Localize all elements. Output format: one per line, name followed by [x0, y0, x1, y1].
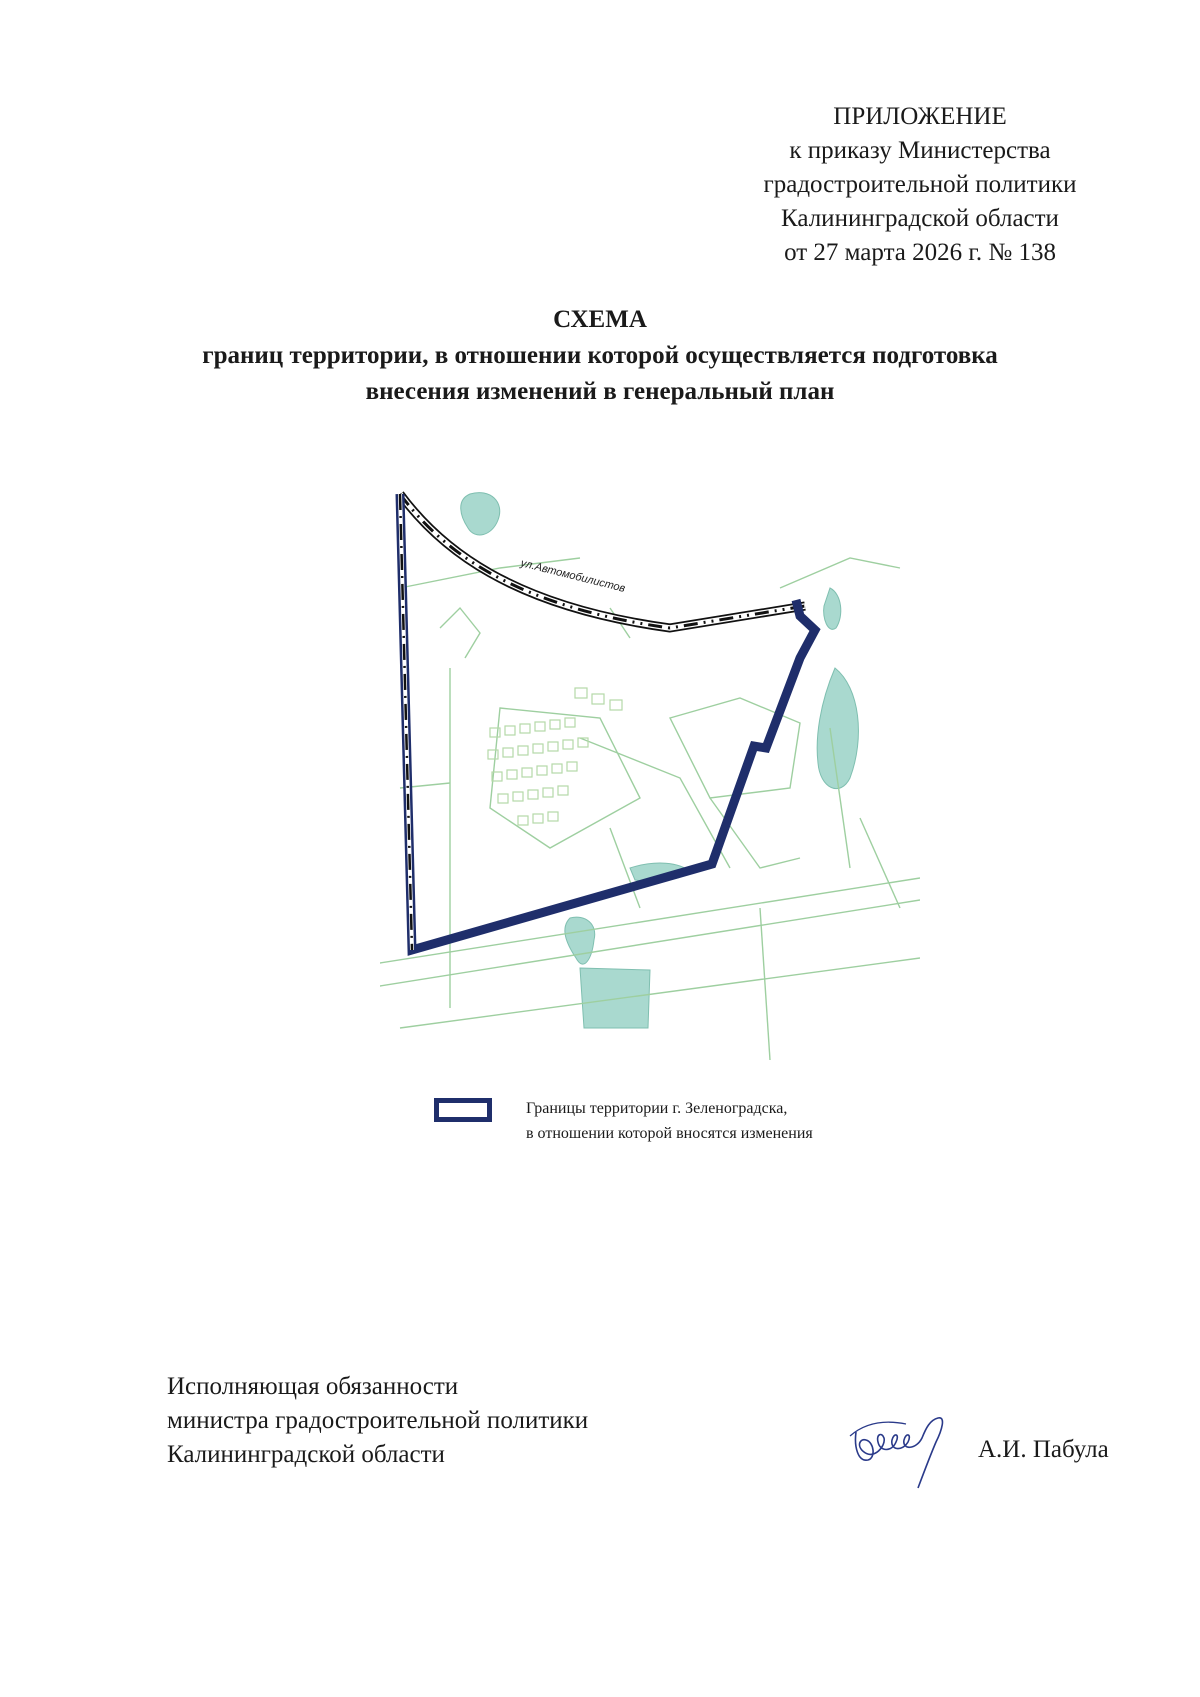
appendix-header	[700, 100, 1140, 270]
document-title	[0, 302, 1200, 410]
appendix-date-line: от 27 марта 2026 г. № 138	[784, 239, 1056, 266]
parcel-lines	[380, 558, 920, 1060]
title-heading: СХЕМА	[553, 306, 647, 333]
territory-boundary	[400, 494, 815, 950]
legend-boundary-swatch	[434, 1098, 492, 1122]
title-line-1: границ территории, в отношении которой осуществляется подготовка	[202, 342, 998, 369]
appendix-order-line: к приказу Министерства	[789, 137, 1051, 164]
signatory-line-2: министра градостроительной политики	[167, 1407, 589, 1434]
handwritten-signature	[846, 1402, 964, 1494]
appendix-ministry-line: градостроительной политики	[763, 171, 1077, 198]
signatory-position	[167, 1370, 588, 1472]
street-label: ул.Автомобилистов	[519, 557, 627, 595]
legend-line-1: Границы территории г. Зеленоградска,	[526, 1100, 788, 1117]
appendix-region-line: Калининградской области	[781, 205, 1059, 232]
signer-name: А.И. Пабула	[978, 1436, 1109, 1463]
title-line-2: внесения изменений в генеральный план	[365, 378, 835, 405]
appendix-title: ПРИЛОЖЕНИЕ	[833, 103, 1007, 130]
signatory-line-1: Исполняющая обязанности	[167, 1373, 459, 1400]
territory-map	[380, 488, 920, 1060]
legend-text	[526, 1096, 813, 1146]
legend-line-2: в отношении которой вносятся изменения	[526, 1125, 813, 1142]
water-bodies	[461, 493, 859, 1028]
signatory-line-3: Калининградской области	[167, 1441, 445, 1468]
